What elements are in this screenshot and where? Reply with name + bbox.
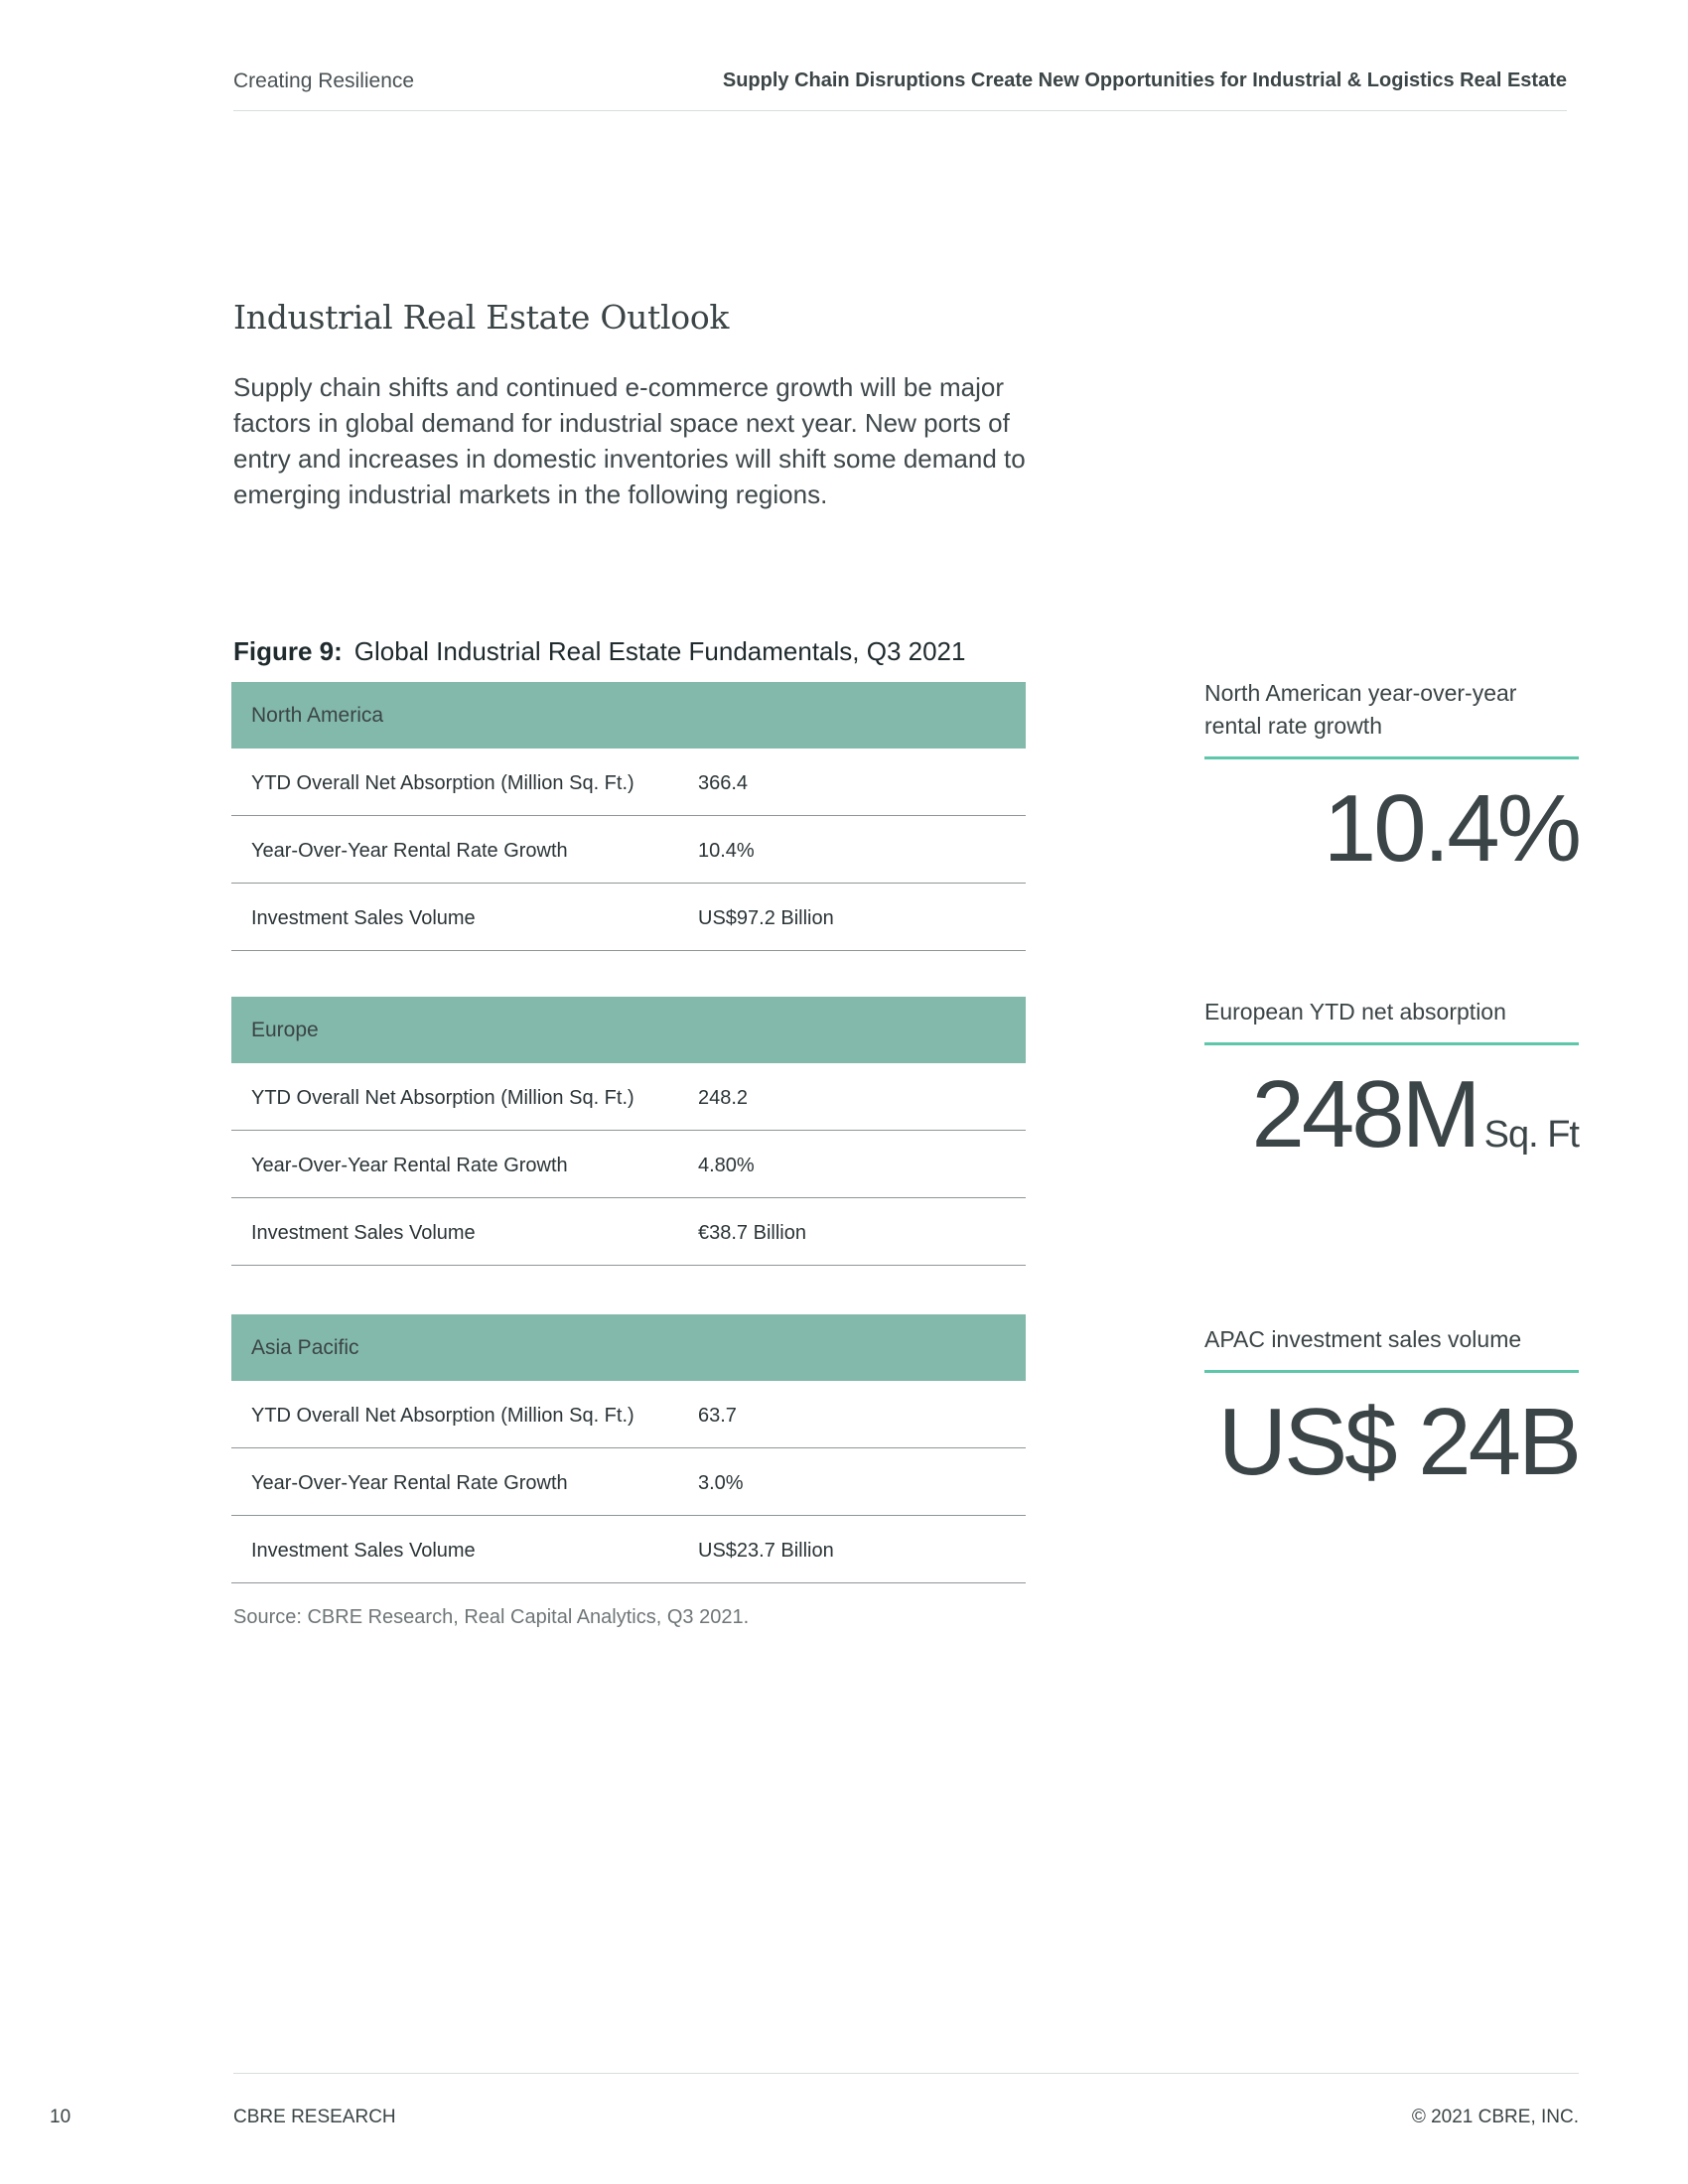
figure-label: Figure 9: [233, 636, 343, 666]
kpi-number: US$ 24B [1217, 1389, 1579, 1495]
row-label: Investment Sales Volume [251, 1540, 476, 1562]
row-label: Year-Over-Year Rental Rate Growth [251, 1472, 568, 1494]
row-label: Year-Over-Year Rental Rate Growth [251, 1155, 568, 1176]
kpi-value [1204, 1061, 1579, 1167]
page-number: 10 [50, 2107, 71, 2127]
row-value: 3.0% [698, 1472, 744, 1494]
region-header: North America [231, 682, 1026, 749]
row-label: Investment Sales Volume [251, 907, 476, 929]
kpi-apac-investment-volume [1204, 1323, 1579, 1495]
row-label: YTD Overall Net Absorption (Million Sq. Ft.) [251, 772, 634, 794]
row-label: YTD Overall Net Absorption (Million Sq. Ft.) [251, 1087, 634, 1109]
kpi-number: 248M [1251, 1061, 1478, 1167]
kpi-label: European YTD net absorption [1204, 999, 1506, 1024]
kpi-divider [1204, 1370, 1579, 1373]
footer-copyright: © 2021 CBRE, INC. [1411, 2107, 1579, 2127]
row-value: €38.7 Billion [698, 1222, 806, 1244]
row-label: Investment Sales Volume [251, 1222, 476, 1244]
kpi-label: North American year-over-year rental rate growth [1204, 680, 1517, 739]
figure-source: Source: CBRE Research, Real Capital Analytics, Q3 2021. [233, 1606, 750, 1628]
row-value: 63.7 [698, 1405, 737, 1427]
region-header: Europe [231, 997, 1026, 1063]
region-table-north-america [231, 682, 1026, 951]
kpi-value [1204, 775, 1579, 882]
kpi-divider [1204, 1042, 1579, 1045]
kpi-number: 10.4% [1323, 775, 1579, 882]
region-header: Asia Pacific [231, 1314, 1026, 1381]
kpi-north-america-rent-growth [1204, 677, 1579, 882]
row-value: 4.80% [698, 1155, 755, 1176]
kpi-value [1204, 1389, 1579, 1495]
running-header-section: Creating Resilience [233, 69, 415, 92]
region-table-asia-pacific [231, 1314, 1026, 1583]
row-value: 366.4 [698, 772, 749, 794]
footer-publisher: CBRE RESEARCH [233, 2107, 396, 2127]
table-row [231, 1381, 1026, 1448]
table-row [231, 1198, 1026, 1266]
row-label: Year-Over-Year Rental Rate Growth [251, 840, 568, 862]
figure-title: Global Industrial Real Estate Fundamentals, Q3 2021 [353, 636, 966, 666]
table-row [231, 816, 1026, 884]
region-table-europe [231, 997, 1026, 1266]
row-value: US$97.2 Billion [698, 907, 834, 929]
table-row [231, 884, 1026, 951]
table-row [231, 1131, 1026, 1198]
kpi-europe-net-absorption [1204, 996, 1579, 1167]
footer-divider [233, 2073, 1579, 2074]
kpi-unit: Sq. Ft [1483, 1114, 1579, 1156]
running-header-title: Supply Chain Disruptions Create New Opportunities for Industrial & Logistics Real Estate [722, 69, 1567, 91]
intro-paragraph: Supply chain shifts and continued e-commerce growth will be major factors in global demand for industrial space next year. New ports of entry and increases in domestic inventories will shift some demand to emerging industrial markets in the following regions. [233, 372, 1026, 509]
table-row [231, 749, 1026, 816]
table-row [231, 1063, 1026, 1131]
kpi-label: APAC investment sales volume [1204, 1326, 1522, 1352]
row-value: 10.4% [698, 840, 755, 862]
figure-caption [233, 636, 965, 667]
section-title: Industrial Real Estate Outlook [233, 298, 730, 337]
row-label: YTD Overall Net Absorption (Million Sq. Ft.) [251, 1405, 634, 1427]
kpi-divider [1204, 756, 1579, 759]
table-row [231, 1448, 1026, 1516]
row-value: 248.2 [698, 1087, 749, 1109]
row-value: US$23.7 Billion [698, 1540, 834, 1562]
table-row [231, 1516, 1026, 1583]
header-divider [233, 110, 1567, 111]
